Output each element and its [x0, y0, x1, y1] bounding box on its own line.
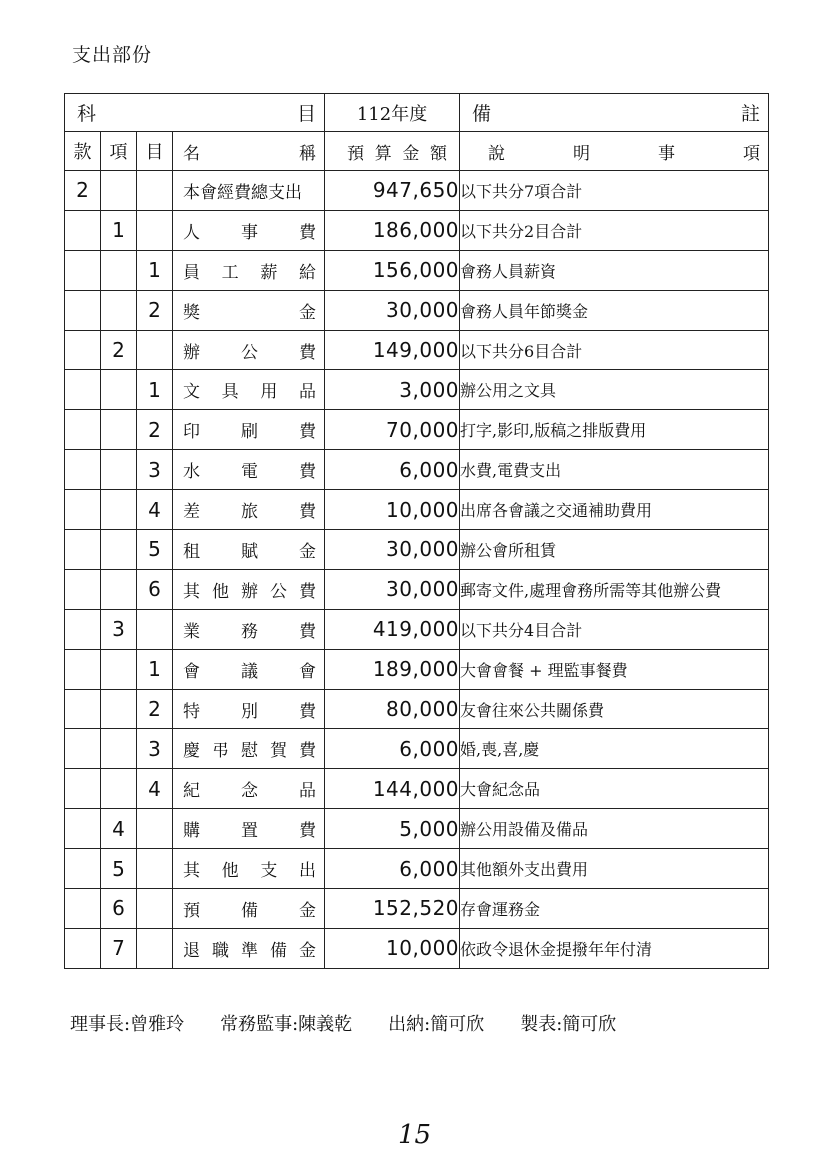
cell-name-char: 辦	[183, 342, 200, 363]
table-row	[65, 530, 769, 570]
cell-xiang: 7	[101, 928, 137, 968]
cell-name	[173, 849, 325, 889]
cell-note: 辦公用之文具	[460, 370, 769, 410]
cell-mu: 5	[137, 530, 173, 570]
header-note	[460, 94, 769, 132]
cell-name-char: 務	[241, 621, 259, 642]
cell-mu: 6	[137, 569, 173, 609]
signers-line	[70, 1010, 616, 1036]
cell-name-char: 備	[270, 940, 287, 961]
page-number: 15	[398, 1120, 432, 1150]
cell-name-char: 金	[299, 940, 316, 961]
cell-name	[173, 450, 325, 490]
cell-amount: 186,000	[325, 210, 460, 250]
cell-mu	[137, 849, 173, 889]
cell-name-char: 別	[241, 701, 259, 722]
cell-name-char: 費	[299, 462, 317, 483]
cell-xiang	[101, 530, 137, 570]
cell-amount: 80,000	[325, 689, 460, 729]
header-name	[173, 132, 325, 171]
header-note-char-1: 備	[472, 103, 492, 125]
cell-name	[173, 370, 325, 410]
signer-cashier: 出納:簡可欣	[388, 1014, 485, 1035]
cell-kuan	[65, 250, 101, 290]
header-kemu-char-1: 科	[77, 103, 97, 125]
budget-table-body	[65, 171, 769, 969]
cell-kuan	[65, 769, 101, 809]
cell-name-char: 公	[241, 342, 259, 363]
cell-name	[173, 210, 325, 250]
cell-kuan	[65, 370, 101, 410]
cell-name-char: 購	[183, 821, 200, 842]
header-explain	[460, 132, 769, 171]
cell-name-char: 用	[260, 382, 278, 403]
cell-name	[173, 729, 325, 769]
cell-name-char: 本會經費總支出	[183, 182, 302, 203]
cell-name-char: 慰	[241, 741, 258, 762]
cell-kuan	[65, 689, 101, 729]
cell-xiang	[101, 729, 137, 769]
cell-name-char: 紀	[183, 781, 200, 802]
cell-amount: 144,000	[325, 769, 460, 809]
header-amount-char-3: 金	[402, 143, 420, 164]
cell-amount: 6,000	[325, 450, 460, 490]
cell-name-char: 費	[299, 821, 317, 842]
cell-name-char: 文	[183, 382, 200, 403]
table-row	[65, 210, 769, 250]
cell-xiang	[101, 689, 137, 729]
header-kemu-char-2: 目	[297, 103, 317, 125]
cell-name-char: 金	[299, 541, 317, 562]
cell-amount: 6,000	[325, 729, 460, 769]
cell-kuan	[65, 928, 101, 968]
cell-xiang	[101, 450, 137, 490]
cell-note: 以下共分7項合計	[460, 171, 769, 211]
cell-name	[173, 809, 325, 849]
table-row	[65, 849, 769, 889]
cell-amount: 30,000	[325, 290, 460, 330]
cell-name-char: 刷	[241, 422, 259, 443]
cell-xiang: 5	[101, 849, 137, 889]
cell-name-char: 業	[183, 621, 200, 642]
cell-note: 水費,電費支出	[460, 450, 769, 490]
cell-name-char: 公	[270, 581, 287, 602]
cell-amount: 152,520	[325, 889, 460, 929]
header-amount	[325, 132, 460, 171]
cell-name	[173, 609, 325, 649]
cell-name-char: 備	[241, 900, 259, 921]
cell-xiang	[101, 171, 137, 211]
cell-mu	[137, 330, 173, 370]
cell-note: 辦公用設備及備品	[460, 809, 769, 849]
cell-note: 以下共分2目合計	[460, 210, 769, 250]
cell-name	[173, 250, 325, 290]
signer-chairman: 理事長:曾雅玲	[70, 1014, 185, 1035]
header-mu: 目	[137, 132, 173, 171]
cell-name-char: 退	[183, 940, 200, 961]
cell-note: 會務人員薪資	[460, 250, 769, 290]
cell-note: 友會往來公共關係費	[460, 689, 769, 729]
cell-name-char: 其	[183, 581, 200, 602]
table-row	[65, 928, 769, 968]
cell-note: 以下共分4目合計	[460, 609, 769, 649]
cell-name-char: 念	[241, 781, 259, 802]
cell-amount: 30,000	[325, 569, 460, 609]
cell-name-char: 金	[299, 302, 317, 323]
cell-amount: 947,650	[325, 171, 460, 211]
cell-kuan	[65, 450, 101, 490]
cell-mu: 2	[137, 689, 173, 729]
cell-name-char: 費	[299, 502, 317, 523]
cell-name-char: 賀	[270, 741, 287, 762]
cell-mu: 4	[137, 490, 173, 530]
cell-mu: 1	[137, 370, 173, 410]
cell-amount: 149,000	[325, 330, 460, 370]
cell-name-char: 其	[183, 861, 200, 882]
table-row	[65, 689, 769, 729]
cell-kuan	[65, 569, 101, 609]
cell-mu: 3	[137, 450, 173, 490]
cell-name-char: 費	[299, 621, 317, 642]
cell-xiang	[101, 370, 137, 410]
table-row	[65, 649, 769, 689]
cell-name	[173, 649, 325, 689]
header-year: 112年度	[325, 94, 460, 132]
header-row-1	[65, 94, 769, 132]
cell-xiang: 2	[101, 330, 137, 370]
cell-xiang	[101, 649, 137, 689]
cell-name	[173, 889, 325, 929]
table-row	[65, 330, 769, 370]
cell-name-char: 品	[299, 781, 317, 802]
cell-note: 郵寄文件,處理會務所需等其他辦公費	[460, 569, 769, 609]
cell-kuan	[65, 490, 101, 530]
cell-name	[173, 290, 325, 330]
cell-name-char: 會	[183, 661, 200, 682]
cell-mu	[137, 928, 173, 968]
header-note-char-2: 註	[741, 103, 761, 125]
cell-name-char: 費	[299, 342, 317, 363]
cell-kuan: 2	[65, 171, 101, 211]
cell-name-char: 給	[299, 262, 317, 283]
cell-name-char: 議	[241, 661, 259, 682]
cell-name-char: 費	[299, 581, 316, 602]
cell-amount: 189,000	[325, 649, 460, 689]
cell-name-char: 差	[183, 502, 200, 523]
cell-xiang: 3	[101, 609, 137, 649]
cell-note: 婚,喪,喜,慶	[460, 729, 769, 769]
cell-kuan	[65, 889, 101, 929]
table-row	[65, 370, 769, 410]
table-row	[65, 729, 769, 769]
header-amount-char-4: 額	[430, 143, 447, 164]
cell-note: 打字,影印,版稿之排版費用	[460, 410, 769, 450]
cell-mu: 2	[137, 410, 173, 450]
cell-kuan	[65, 410, 101, 450]
cell-xiang	[101, 569, 137, 609]
cell-mu	[137, 809, 173, 849]
cell-name-char: 準	[241, 940, 258, 961]
cell-note: 大會紀念品	[460, 769, 769, 809]
cell-kuan	[65, 210, 101, 250]
cell-note: 出席各會議之交通補助費用	[460, 490, 769, 530]
cell-name	[173, 928, 325, 968]
table-row	[65, 171, 769, 211]
cell-mu: 4	[137, 769, 173, 809]
cell-xiang: 4	[101, 809, 137, 849]
table-row	[65, 250, 769, 290]
cell-name	[173, 410, 325, 450]
cell-name-char: 水	[183, 462, 200, 483]
cell-kuan	[65, 530, 101, 570]
cell-name-char: 事	[241, 222, 259, 243]
cell-kuan	[65, 330, 101, 370]
cell-kuan	[65, 609, 101, 649]
cell-amount: 70,000	[325, 410, 460, 450]
signer-supervisor: 常務監事:陳義乾	[220, 1014, 353, 1035]
cell-xiang	[101, 410, 137, 450]
cell-mu	[137, 171, 173, 211]
table-row	[65, 809, 769, 849]
cell-name-char: 他	[212, 581, 229, 602]
cell-name-char: 電	[241, 462, 259, 483]
cell-name-char: 費	[299, 741, 316, 762]
cell-kuan	[65, 809, 101, 849]
cell-name-char: 費	[299, 422, 317, 443]
cell-name	[173, 689, 325, 729]
header-name-char-2: 稱	[299, 143, 317, 164]
table-row	[65, 569, 769, 609]
cell-xiang	[101, 769, 137, 809]
cell-name-char: 薪	[260, 262, 278, 283]
table-row	[65, 769, 769, 809]
header-explain-char-4: 項	[743, 143, 761, 164]
cell-name-char: 賦	[241, 541, 259, 562]
cell-name-char: 費	[299, 701, 317, 722]
section-title: 支出部份	[72, 44, 153, 66]
cell-name-char: 員	[183, 262, 200, 283]
cell-name-char: 費	[299, 222, 317, 243]
cell-name-char: 他	[221, 861, 239, 882]
table-row	[65, 290, 769, 330]
cell-name-char: 獎	[183, 302, 200, 323]
table-row	[65, 450, 769, 490]
cell-xiang: 6	[101, 889, 137, 929]
cell-name-char: 人	[183, 222, 200, 243]
table-row	[65, 889, 769, 929]
cell-note: 會務人員年節獎金	[460, 290, 769, 330]
header-row-2	[65, 132, 769, 171]
header-explain-char-3: 事	[658, 143, 676, 164]
cell-name	[173, 330, 325, 370]
cell-amount: 3,000	[325, 370, 460, 410]
header-amount-char-2: 算	[374, 143, 392, 164]
cell-note: 存會運務金	[460, 889, 769, 929]
expense-budget-table	[64, 93, 769, 969]
cell-note: 大會會餐 + 理監事餐費	[460, 649, 769, 689]
header-kemu	[65, 94, 325, 132]
cell-kuan	[65, 649, 101, 689]
cell-name-char: 支	[260, 861, 278, 882]
cell-name	[173, 569, 325, 609]
cell-name-char: 品	[299, 382, 317, 403]
cell-name-char: 出	[299, 861, 317, 882]
cell-name-char: 慶	[183, 741, 200, 762]
cell-name-char: 租	[183, 541, 200, 562]
cell-mu: 3	[137, 729, 173, 769]
cell-note: 其他額外支出費用	[460, 849, 769, 889]
cell-xiang	[101, 250, 137, 290]
header-kuan: 款	[65, 132, 101, 171]
cell-mu: 1	[137, 250, 173, 290]
cell-name-char: 會	[299, 661, 317, 682]
cell-name-char: 特	[183, 701, 200, 722]
cell-mu	[137, 210, 173, 250]
header-xiang: 項	[101, 132, 137, 171]
cell-name-char: 工	[221, 262, 239, 283]
cell-name-char: 具	[221, 382, 239, 403]
cell-name-char: 職	[212, 940, 229, 961]
header-explain-char-1: 說	[488, 143, 506, 164]
cell-name-char: 弔	[212, 741, 229, 762]
cell-name	[173, 530, 325, 570]
cell-amount: 10,000	[325, 490, 460, 530]
cell-name	[173, 490, 325, 530]
header-explain-char-2: 明	[573, 143, 591, 164]
signer-preparer: 製表:簡可欣	[520, 1014, 617, 1035]
table-row	[65, 490, 769, 530]
header-amount-char-1: 預	[347, 143, 365, 164]
cell-xiang	[101, 290, 137, 330]
cell-amount: 5,000	[325, 809, 460, 849]
cell-name-char: 旅	[241, 502, 259, 523]
cell-amount: 30,000	[325, 530, 460, 570]
cell-name-char: 預	[183, 900, 200, 921]
cell-name	[173, 171, 325, 211]
cell-amount: 419,000	[325, 609, 460, 649]
cell-name-char: 辦	[241, 581, 258, 602]
cell-xiang	[101, 490, 137, 530]
cell-note: 辦公會所租賃	[460, 530, 769, 570]
cell-note: 依政令退休金提撥年年付清	[460, 928, 769, 968]
cell-note: 以下共分6目合計	[460, 330, 769, 370]
cell-mu	[137, 889, 173, 929]
cell-name-char: 金	[299, 900, 317, 921]
cell-name	[173, 769, 325, 809]
table-row	[65, 609, 769, 649]
table-row	[65, 410, 769, 450]
cell-amount: 156,000	[325, 250, 460, 290]
cell-mu	[137, 609, 173, 649]
header-name-char-1: 名	[183, 143, 200, 164]
cell-xiang: 1	[101, 210, 137, 250]
cell-name-char: 印	[183, 422, 200, 443]
cell-mu: 1	[137, 649, 173, 689]
cell-kuan	[65, 849, 101, 889]
cell-mu: 2	[137, 290, 173, 330]
cell-amount: 6,000	[325, 849, 460, 889]
cell-name-char: 置	[241, 821, 259, 842]
cell-kuan	[65, 290, 101, 330]
cell-amount: 10,000	[325, 928, 460, 968]
cell-kuan	[65, 729, 101, 769]
